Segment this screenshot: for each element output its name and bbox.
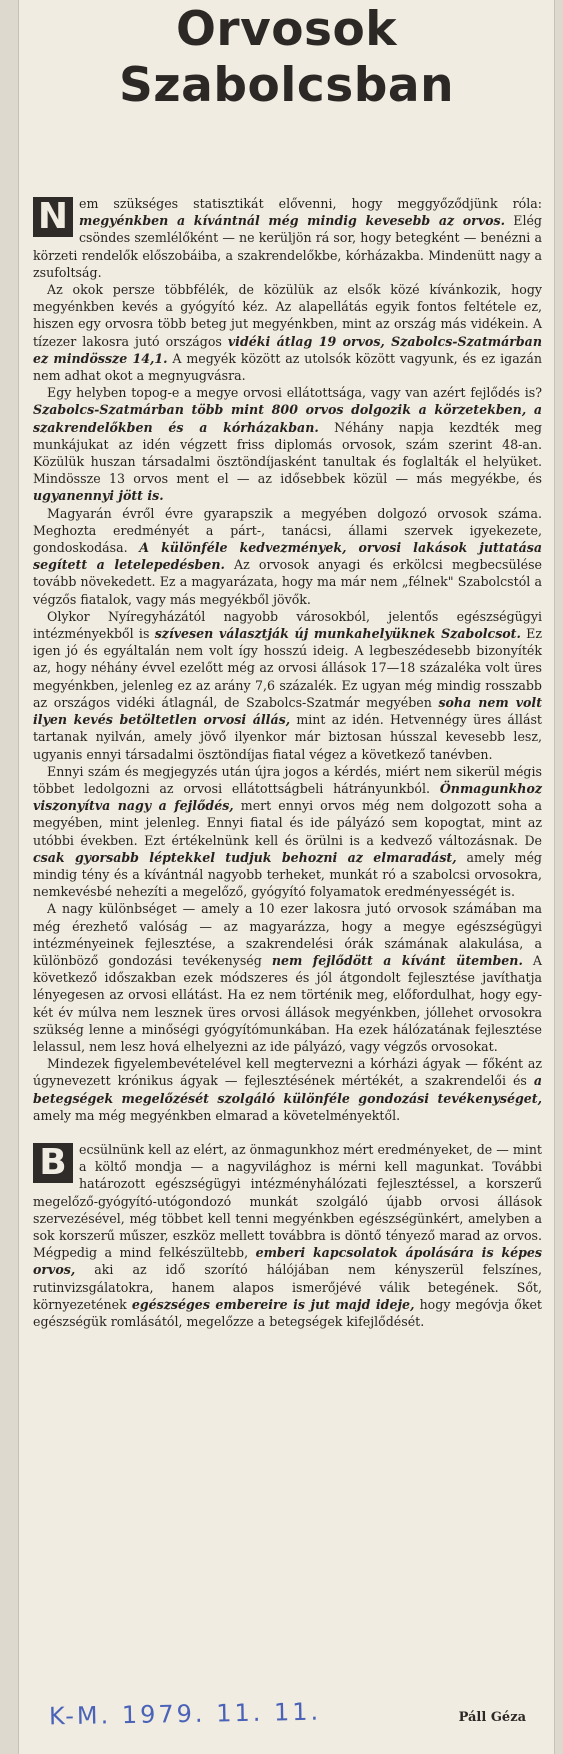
article-paragraph	[33, 505, 542, 608]
paragraph-text: Egy helyben topog-e a megye orvosi ellátottsága, vagy van azért fejlődés is?	[47, 385, 542, 401]
paragraph-text: aki az idő szorító hálójában nem kényszerül felszínes, rutinvizsgálatokra, hanem alapos ismerőjévé válik betegének. Sőt, környezetének	[33, 1262, 542, 1312]
emphasized-text: szívesen választják új munkahelyüknek Szabolcsot.	[154, 626, 521, 642]
emphasized-text: Önmagunkhoz viszonyítva nagy a fejlődés,	[33, 780, 542, 814]
article-paragraph	[33, 1141, 542, 1330]
emphasized-text: egészséges embereire is jut majd ideje,	[131, 1296, 415, 1312]
article-title	[19, 0, 554, 114]
paragraph-text: em szükséges statisztikát elővenni, hogy meggyőződjünk róla:	[79, 196, 542, 211]
paragraph-text: amely ma még megyénkben elmarad a követelményektől.	[33, 1107, 401, 1123]
article-paragraph	[33, 900, 542, 1055]
article-paragraph	[33, 384, 542, 504]
paragraph-text: mint az idén. Hetvennégy üres állást tartanak nyilván, amely jövő ilyenkor már biztosan hússzal kevesebb lesz, ugyanis ennyi társadalmi ösztöndíjas fiatal végez a következő tanévben.	[33, 712, 542, 762]
paragraph-text: Az okok persze többfélék, de közülük az elsők közé kívánkozik, hogy megyénkben kevés a gyógyító kéz. Az alapellátás egyik fontos feltétele ez, hiszen egy orvosra több beteg jut megyénkben, mint az ország más vidékein. A tízezer lakosra jutó országos	[33, 282, 542, 349]
title-line-2: Szabolcsban	[118, 58, 455, 113]
article-paragraph	[33, 608, 542, 763]
paragraph-text: ecsülnünk kell az elért, az önmagunkhoz mért eredményeket, de — mint a költő mondja — a nagyvilághoz is mérni kell magunkat. További határozott egészségügyi intézményhálózati fejlesztéssel, a korszerű megelőző-gyógyító-utógondozó munkát szolgáló újabb orvosi állások szervezésével, még többet kell tenni megyénkben egészségünkért, amelyben a sok korszerű műszer, eszköz mellett továbbra is döntő tényező marad az orvos. Mégpedig a mind felkészültebb,	[33, 1141, 542, 1261]
drop-cap: N	[33, 197, 73, 237]
paragraph-text: Elég csöndes szemlélőként — ne kerüljön rá sor, hogy betegként — benézni a körzeti rendelők előszobáiba, a szakrendelőkbe, kórházakba. Mindenütt nagy a zsufoltság.	[33, 213, 542, 280]
newspaper-clipping	[18, 0, 555, 1754]
emphasized-text: A különféle kedvezmények, orvosi lakások juttatása segített a letelepedésben.	[33, 540, 542, 573]
emphasized-text: soha nem volt ilyen kevés betöltetlen orvosi állás,	[33, 694, 543, 728]
paragraph-text: mert ennyi orvos még nem dolgozott soha a megyében, mint jelenleg. Ennyi fiatal és ide pályázó sem kopogtat, mint az utóbbi években. Ezt értékelnünk kell és örülni is a kedvező változásnak. De	[33, 798, 543, 848]
paragraph-text: Ennyi szám és megjegyzés után újra jogos a kérdés, miért nem sikerül mégis többet ledolgozni az orvosi ellátottságbeli hátrányunkból.	[33, 763, 542, 796]
section-gap	[33, 1124, 542, 1141]
emphasized-text: csak gyorsabb léptekkel tudjuk behozni az elmaradást,	[33, 849, 457, 865]
paragraph-text: Ez igen jó és egyáltalán nem volt így hosszú ideig. A legbeszédesebb bizonyíték az, hogy néhány évvel ezelőtt még az orvosi állások 17—18 százaléka volt üres megyénkben, jelenleg ez az arány 7,6 százalék. Ez ugyan még mindig rosszabb az országos vidéki átlagnál, de Szabolcs-Szatmár megyében	[33, 626, 542, 710]
emphasized-text: nem fejlődött a kívánt ütemben.	[271, 952, 523, 968]
article-paragraph	[33, 195, 542, 281]
paragraph-text: A következő időszakban ezek módszeres és jól átgondolt fejlesztése javíthatja lényegesen az orvosi ellátást. Ha ez nem történik meg, előfordulhat, hogy egy-két év múlva nem lesznek üres orvosi állások megyénkben, jóllehet orvosokra szükség lenne a minőségi gyógyítómunkában. Ha ezek hálózatának fejlesztése lelassul, nem lesz hová elhelyezni az ide pályázó, vagy végzős orvosokat.	[33, 952, 542, 1054]
emphasized-text: ugyanennyi jött is.	[33, 488, 164, 504]
handwritten-date-note: K-M. 1979. 11. 11.	[48, 1697, 322, 1731]
paragraph-text: A nagy különbséget — amely a 10 ezer lakosra jutó orvosok számában ma még érezhető valóság — az magyarázza, hogy a megye egészségügyi intézményeinek fejlesztése, a szakrendelési órák számának alakulása, a különböző gondozási tevékenység	[33, 901, 542, 968]
emphasized-text: a betegségek megelőzését szolgáló különféle gondozási tevékenységet,	[33, 1073, 542, 1106]
paragraph-text: Magyarán évről évre gyarapszik a megyében dolgozó orvosok száma. Meghozta eredményét a párt-, tanácsi, állami szervek igyekezete, gondoskodása.	[33, 505, 542, 556]
paragraph-text: Az orvosok anyagi és erkölcsi megbecsülése tovább növekedett. Ez a magyarázata, hogy ma már nem „félnek" Szabolcstól a végzős fiatalok, vagy más megyékből jövők.	[33, 557, 542, 607]
paragraph-text: Néhány napja kezdték meg munkájukat az idén végzett friss diplomás orvosok, szám szerint 48-an. Közülük huszan társadalmi ösztöndíjasként tanultak és foglalták el helyüket. Mindössze 13 orvos ment el — az idősebbek közül — más megyékbe, és	[33, 419, 542, 487]
article-paragraph	[33, 281, 542, 384]
emphasized-text: vidéki átlag 19 orvos, Szabolcs-Szatmárban ez mindössze 14,1.	[33, 333, 542, 366]
article-paragraph	[33, 763, 542, 901]
paragraph-text: amely még mindig tény és a kívántnál nagyobb terheket, munkát ró a szabolcsi orvosokra, nemkevésbé nehezíti a megelőző, gyógyító folyamatok eredményességét is.	[33, 849, 542, 900]
emphasized-text: Szabolcs-Szatmárban több mint 800 orvos dolgozik a körzetekben, a szakrendelőkben és a kórházakban.	[33, 402, 542, 435]
emphasized-text: emberi kapcsolatok ápolására is képes orvos,	[33, 1245, 543, 1278]
paragraph-text: hogy megóvja őket egészségük romlásától, megelőzze a betegségek kifejlődését.	[33, 1296, 542, 1329]
article-paragraph	[33, 1055, 542, 1124]
paragraph-text: Mindezek figyelembevételével kell megtervezni a kórházi ágyak — főként az úgynevezett krónikus ágyak — fejlesztésének mértékét, a szakrendelői és	[33, 1056, 542, 1089]
article-body	[33, 195, 542, 1330]
paragraph-text: Olykor Nyíregyházától nagyobb városokból, jelentős egészségügyi intézményekből is	[33, 608, 542, 642]
drop-cap: B	[33, 1143, 73, 1183]
author-signature: Páll Géza	[458, 1710, 526, 1725]
emphasized-text: megyénkben a kívántnál még mindig kevesebb az orvos.	[79, 213, 506, 229]
paragraph-text: A megyék között az utolsók között vagyunk, és ez igazán nem adhat okot a megnyugvásra.	[33, 350, 543, 384]
title-line-1: Orvosok	[175, 2, 398, 57]
